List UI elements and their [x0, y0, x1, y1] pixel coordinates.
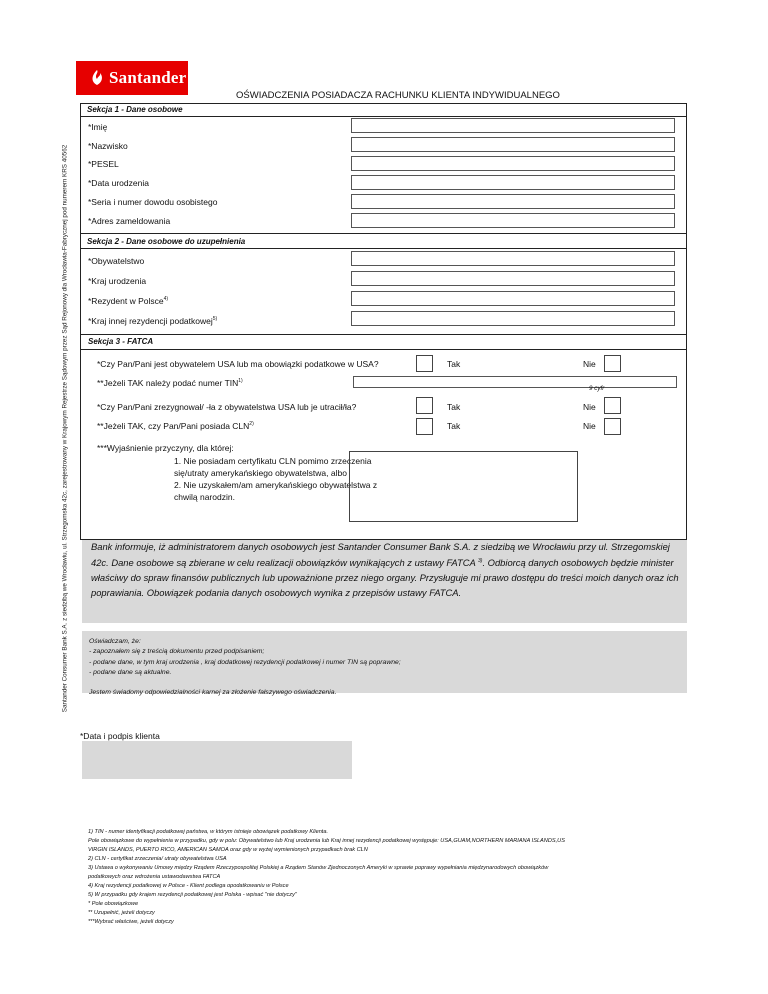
santander-logo	[76, 61, 188, 95]
explanation-title: ***Wyjaśnienie przyczyny, dla której:	[97, 443, 234, 453]
explanation-line: chwilą narodzin.	[174, 492, 235, 502]
footnote: VIRGIN ISLANDS, PUERTO RICO, AMERICAN SAMOA oraz gdy w wyżej wymienionych przypadkach brak CLN	[88, 847, 368, 853]
question-renounced: *Czy Pan/Pani zrezygnował/ -ła z obywatelstwa USA lub je utracił/ła?	[97, 402, 357, 412]
footnote: ** Uzupełnić, jeżeli dotyczy	[88, 910, 155, 916]
birth-date-field[interactable]	[351, 175, 675, 190]
label-citizenship: *Obywatelstwo	[88, 256, 145, 266]
tin-field[interactable]	[353, 376, 677, 388]
us-citizen-no-label: Nie	[583, 359, 596, 369]
declaration-box	[82, 631, 687, 697]
section2-title: Sekcja 2 - Dane osobowe do uzupełnienia	[87, 237, 246, 246]
label-resident-poland: *Rezydent w Polsce$^{4)}$	[88, 296, 169, 306]
label-id-number: *Seria i numer dowodu osobistego	[88, 197, 218, 207]
side-legal-text: Santander Consumer Bank S.A. z siedzibą we Wrocławiu, ul. Strzegomska 42c, zarejestrowany w Krajowym Rejestrze Sądowym przez Sąd Rejonowy dla Wrocławia-Fabrycznej pod numerem KRS 40562	[61, 144, 69, 713]
address-field[interactable]	[351, 213, 675, 228]
divider	[80, 349, 687, 350]
renounced-no-label: Nie	[583, 402, 596, 412]
question-cln: **Jeżeli TAK, czy Pan/Pani posiada CLN$^{2)}$	[97, 421, 254, 431]
section3-title: Sekcja 3 - FATCA	[88, 337, 154, 346]
first-name-field[interactable]	[351, 118, 675, 133]
label-other-tax-country: *Kraj innej rezydencji podatkowej$^{5)}$	[88, 316, 218, 326]
footnote: 4) Kraj rezydencji podatkowej w Polsce - Klient podlega opodatkowaniu w Polsce	[88, 883, 289, 889]
cln-no-checkbox[interactable]	[604, 418, 621, 435]
label-first-name: *Imię	[88, 122, 108, 132]
section1-title: Sekcja 1 - Dane osobowe	[87, 105, 183, 114]
renounced-yes-checkbox[interactable]	[416, 397, 433, 414]
label-last-name: *Nazwisko	[88, 141, 128, 151]
footnotes	[88, 828, 718, 927]
footnote: 5) W przypadku gdy krajem rezydencji podatkowej jest Polska - wpisać "nie dotyczy"	[88, 892, 297, 898]
footnote: 3) Ustawa o wykonywaniu Umowy między Rządem Rzeczypospolitej Polskiej a Rządem Stanów Zjednoczonych Ameryki w sprawie poprawy wypełniania międzynarodowych obowiązków	[88, 865, 549, 871]
explanation-line: 1. Nie posiadam certyfikatu CLN pomimo zrzeczenia	[174, 456, 372, 466]
cln-no-label: Nie	[583, 421, 596, 431]
signature-field[interactable]	[82, 741, 352, 779]
footnote: ***Wybrać właściwe, jeżeli dotyczy	[88, 919, 174, 925]
divider	[80, 233, 687, 234]
cln-yes-label: Tak	[447, 421, 461, 431]
label-pesel: *PESEL	[88, 159, 119, 169]
explanation-list	[174, 455, 377, 503]
signature-label: *Data i podpis klienta	[80, 731, 160, 741]
logo-text: Santander	[109, 68, 187, 87]
id-number-field[interactable]	[351, 194, 675, 209]
footnote: * Pole obowiązkowe	[88, 901, 139, 907]
label-birth-country: *Kraj urodzenia	[88, 276, 147, 286]
flame-icon	[90, 69, 104, 87]
footnote: Pole obowiązkowe do wypełnienia w przypadku, gdy w polu: Obywatelstwo lub Kraj urodzenia lub Kraj innej rezydencji podatkowej występuje: USA,GUAM,NORTHERN MARIANA ISLANDS,US	[88, 838, 565, 844]
us-citizen-yes-label: Tak	[447, 359, 461, 369]
last-name-field[interactable]	[351, 137, 675, 152]
question-us-citizen: *Czy Pan/Pani jest obywatelem USA lub ma obowiązki podatkowe w USA?	[97, 359, 379, 369]
divider	[80, 248, 687, 249]
explanation-field[interactable]	[349, 451, 578, 522]
explanation-line: 2. Nie uzyskałem/am amerykańskiego obywatelstwa z	[174, 480, 378, 490]
label-birth-date: *Data urodzenia	[88, 178, 149, 188]
birth-country-field[interactable]	[351, 271, 675, 286]
us-citizen-no-checkbox[interactable]	[604, 355, 621, 372]
footnote: 2) CLN - certyfikat zrzeczenia/ utraty obywatelstwa USA	[88, 856, 227, 862]
declaration-text: Oświadczam, że: - zapoznałem się z treścią dokumentu przed podpisaniem; - podane dane, w tym kraj urodzenia , kraj dodatkowej rezydencji podatkowej i numer TIN są poprawne; - podane dane są aktualne. Jestem świadomy odpowiedzialności karnej za złożenie fałszywego oświadczenia.	[89, 638, 401, 697]
resident-poland-field[interactable]	[351, 291, 675, 306]
bank-info-text: Bank informuje, iż administratorem danych osobowych jest Santander Consumer Bank S.A. z siedzibą we Wrocławiu przy ul. Strzegomskiej 42c. Dane osobowe są zbierane w celu realizacji obowiązków wynikających z ustawy FATCA $^{3)}$. Odbiorcą danych osobowych będzie minister właściwy do spraw finansów publicznych lub upoważnione przez niego organy. Przysługuje mi prawo dostępu do treści moich danych oraz ich poprawiania. Obowiązek podania danych osobowych wynika z przepisów ustawy FATCA.	[91, 541, 679, 599]
renounced-yes-label: Tak	[447, 402, 461, 412]
citizenship-field[interactable]	[351, 251, 675, 266]
bank-info-box	[82, 540, 687, 623]
tin-hint: 9 cyfr	[589, 385, 605, 392]
pesel-field[interactable]	[351, 156, 675, 171]
document-title: OŚWIADCZENIA POSIADACZA RACHUNKU KLIENTA INDYWIDUALNEGO	[236, 90, 560, 101]
other-tax-country-field[interactable]	[351, 311, 675, 326]
footnote: 1) TIN - numer identyfikacji podatkowej państwa, w którym istnieje obowiązek podatkowy Klienta.	[88, 829, 329, 835]
footnote: podatkowych oraz wdrożenia ustawodawstwa FATCA	[88, 874, 221, 880]
explanation-line: się/utraty amerykańskiego obywatelstwa, albo	[174, 468, 347, 478]
divider	[80, 116, 687, 117]
renounced-no-checkbox[interactable]	[604, 397, 621, 414]
us-citizen-yes-checkbox[interactable]	[416, 355, 433, 372]
question-tin: **Jeżeli TAK należy podać numer TIN$^{1)}$	[97, 378, 243, 388]
cln-yes-checkbox[interactable]	[416, 418, 433, 435]
divider	[80, 334, 687, 335]
label-address: *Adres zameldowania	[88, 216, 171, 226]
